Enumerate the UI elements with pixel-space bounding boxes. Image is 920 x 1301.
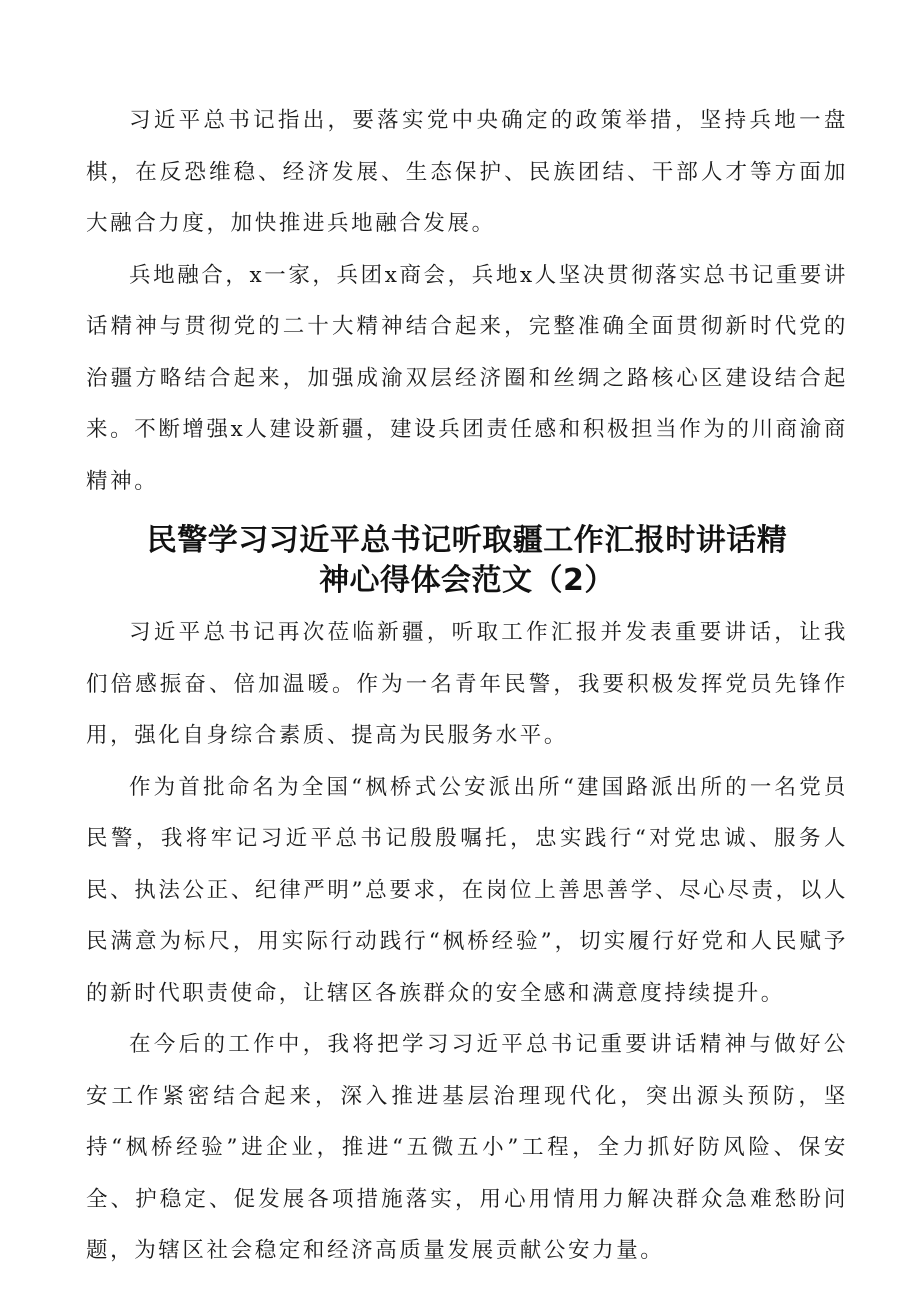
body-paragraph-3: 在今后的工作中，我将把学习习近平总书记重要讲话精神与做好公安工作紧密结合起来，深入推进基层治理现代化，突出源头预防，坚持“枫桥经验”进企业，推进“五微五小”工程，全力抓好防风险、保安全、护稳定、促发展各项措施落实，用心用情用力解决群众急难愁盼问题，为辖区社会稳定和经济高质量发展贡献公安力量。 <box>86 1032 848 1263</box>
body-paragraph-2: 作为首批命名为全国“枫桥式公安派出所“建国路派出所的一名党员民警，我将牢记习近平总书记殷殷嘱托，忠实践行“对党忠诚、服务人民、执法公正、纪律严明”总要求，在岗位上善思善学、尽心尽责，以人民满意为标尺，用实际行动践行“枫桥经验”，切实履行好党和人民赋予的新时代职责使命，让辖区各族群众的安全感和满意度持续提升。 <box>86 774 848 1006</box>
body-paragraph-1: 习近平总书记再次莅临新疆，听取工作汇报并发表重要讲话，让我们倍感振奋、倍加温暖。作为一名青年民警，我要积极发挥党员先锋作用，强化自身综合素质、提高为民服务水平。 <box>86 620 848 748</box>
section-heading-line-1: 民警学习习近平总书记听取疆工作汇报时讲话精 <box>146 523 788 558</box>
section-heading-line-2: 神心得体会范文（2） <box>319 563 615 598</box>
section-heading <box>86 521 848 601</box>
intro-paragraph-2: 兵地融合，x一家，兵团x商会，兵地x人坚决贯彻落实总书记重要讲话精神与贯彻党的二十大精神结合起来，完整准确全面贯彻新时代党的治疆方略结合起来，加强成渝双层经济圈和丝绸之路核心区建设结合起来。不断增强x人建设新疆，建设兵团责任感和积极担当作为的川商渝商精神。 <box>86 262 848 494</box>
intro-paragraph-1: 习近平总书记指出，要落实党中央确定的政策举措，坚持兵地一盘棋，在反恐维稳、经济发展、生态保护、民族团结、干部人才等方面加大融合力度，加快推进兵地融合发展。 <box>86 108 848 236</box>
